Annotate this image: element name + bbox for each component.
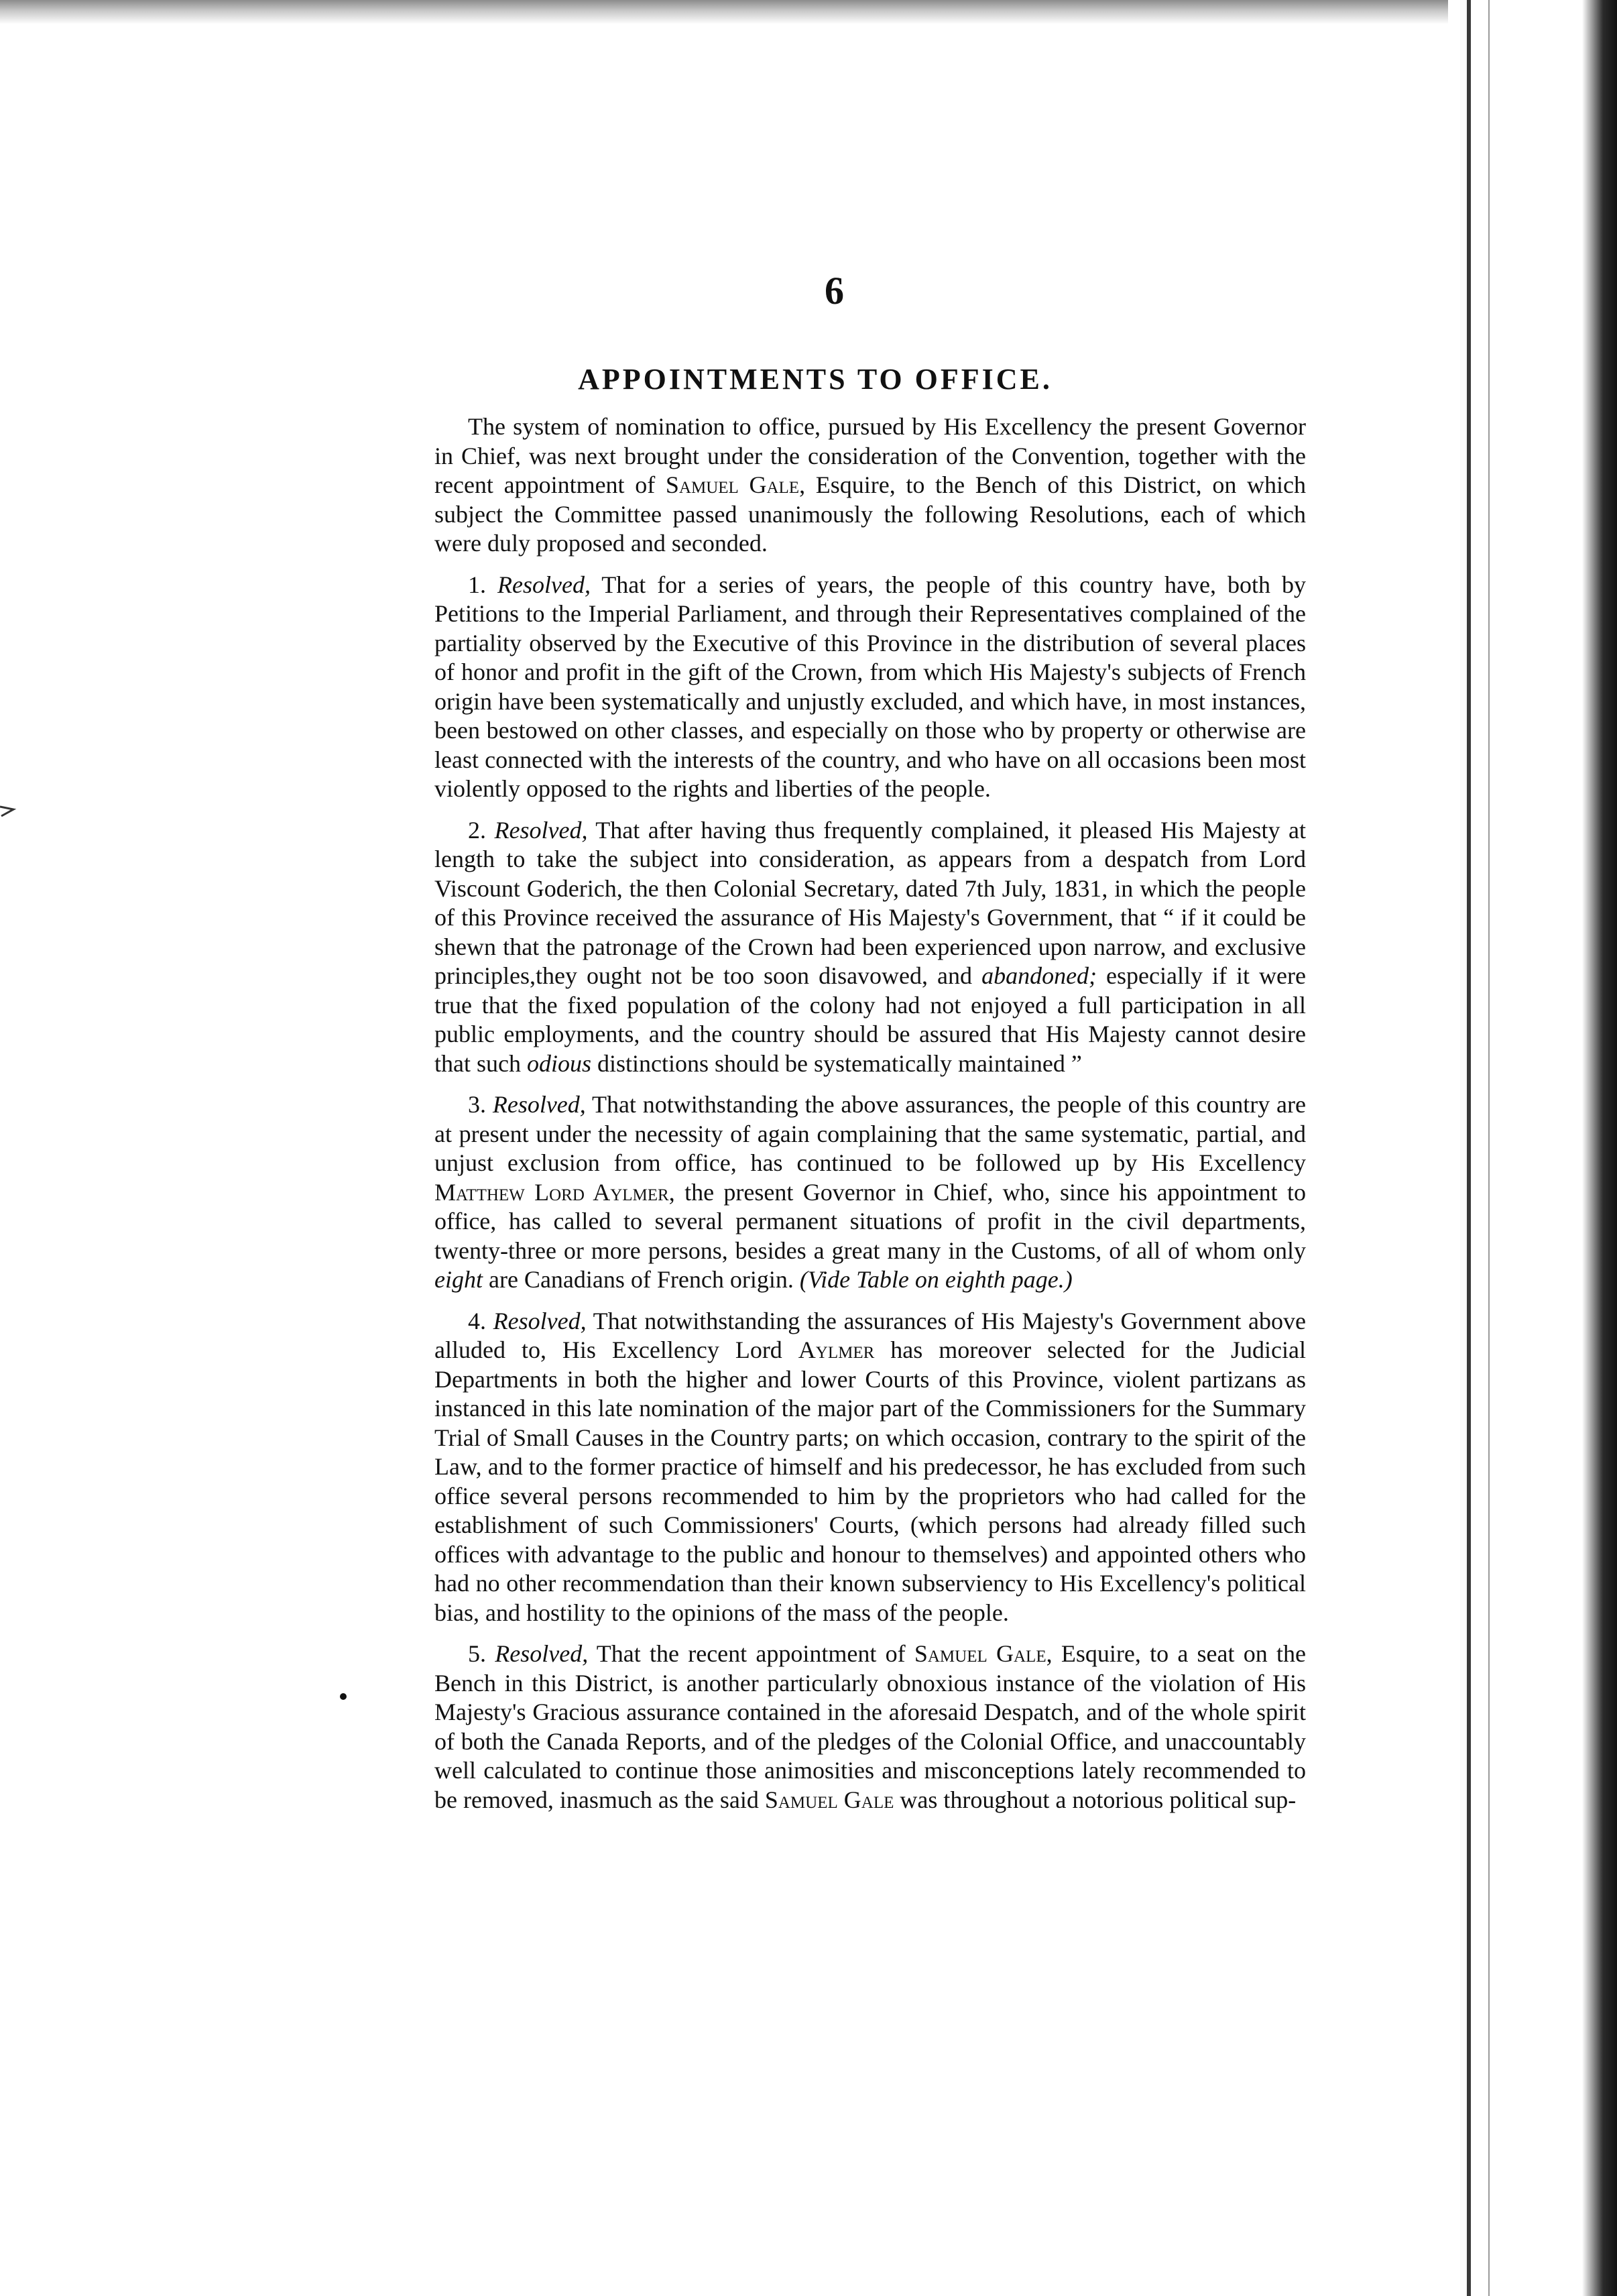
resolution-2: 2. Resolved, That after having thus frequently complained, it pleased His Majesty at length to take the subject into consideration, as appears from a despatch from Lord Viscount Goderich, the then Colonial Secretary, dated 7th July, 1831, in which the people of this Province received the assurance of His Majesty's Government, that “ if it could be shewn that the patronage of the Crown had been experienced upon narrow, and exclusive principles,they ought not be too soon disavowed, and abandoned; especially if it were true that the fixed population of the colony had not enjoyed a full participation in all public employments, and the country should be assured that His Majesty cannot desire that such odious distinctions should be systematically maintained ” <box>434 816 1306 1077</box>
page-title: APPOINTMENTS TO OFFICE. <box>578 363 1053 396</box>
person-name: Aylmer <box>798 1336 875 1363</box>
person-name: Samuel Gale <box>914 1640 1046 1667</box>
person-name: Matthew Lord Aylmer <box>434 1178 669 1206</box>
person-name: Samuel Gale <box>665 471 800 498</box>
resolution-4: 4. Resolved, That notwithstanding the assurances of His Majesty's Government above alluded to, His Excellency Lord Aylmer has moreover selected for the Judicial Departments in both the higher and lower Courts of this Province, violent partizans as instanced in this late nomination of the major part of the Commissioners for the Summary Trial of Small Causes in the Country parts; on which occasion, contrary to the spirit of the Law, and to the former practice of himself and his predecessor, he has excluded from such office several persons recommended to him by the proprietors who had called for the establishment of such Commissioners' Courts, (which persons had already filled such offices with advantage to the public and honour to themselves) and appointed others who had no other recommendation than their known subserviency to His Excellency's political bias, and hostility to the opinions of the mass of the people. <box>434 1307 1307 1626</box>
intro-paragraph: The system of nomination to office, pursued by His Excellency the present Governor in Chief, was next brought under the consideration of the Convention, together with the recent appointment of Samuel Gale, Esquire, to the Bench of this District, on which subject the Committee passed unanimously the following Resolutions, each of which were duly proposed and seconded. <box>434 413 1306 557</box>
page-number: 6 <box>825 269 844 312</box>
resolution-5: 5. Resolved, That the recent appointment of Samuel Gale, Esquire, to a seat on the Bench in this District, is another particularly obnoxious instance of the violation of His Majesty's Gracious assurance contained in the aforesaid Despatch, and of the whole spirit of both the Canada Reports, and of the pledges of the Colonial Office, and unaccountably well calculated to continue those animosities and misconceptions lately recommended to be removed, inasmuch as the said Samuel Gale was throughout a notorious political sup- <box>434 1640 1306 1813</box>
gutter-thin-line <box>1488 0 1490 2296</box>
gutter-binding-line <box>1467 0 1471 2296</box>
scan-top-shadow <box>0 0 1468 24</box>
resolution-1: 1. Resolved, That for a series of years, the people of this country have, both by Petitions to the Imperial Parliament, and through their Representatives complained of the partiality observed by the Executive of this Province in the distribution of several places of honor and profit in the gift of the Crown, from which His Majesty's subjects of French origin have been systematically and unjustly excluded, and which have, in most instances, been bestowed on other classes, and especially on those who by property or otherwise are least connected with the interests of the country, and who have on all occasions been most violently opposed to the rights and liberties of the people. <box>434 571 1306 802</box>
document-body <box>434 412 1306 1827</box>
resolution-3: 3. Resolved, That notwithstanding the above assurances, the people of this country are at present under the necessity of again complaining that the same systematic, partial, and unjust exclusion from office, has continued to be followed up by His Excellency Matthew Lord Aylmer, the present Governor in Chief, who, since his appointment to office, has called to several permanent situations of profit in the civil departments, twenty-three or more persons, besides a great many in the Customs, of all of whom only eight are Canadians of French origin. (Vide Table on eighth page.) <box>434 1091 1307 1293</box>
margin-mark-icon <box>0 801 19 817</box>
person-name: Samuel Gale <box>764 1786 894 1813</box>
scan-right-edge <box>1582 0 1617 2296</box>
margin-dot <box>340 1693 347 1700</box>
